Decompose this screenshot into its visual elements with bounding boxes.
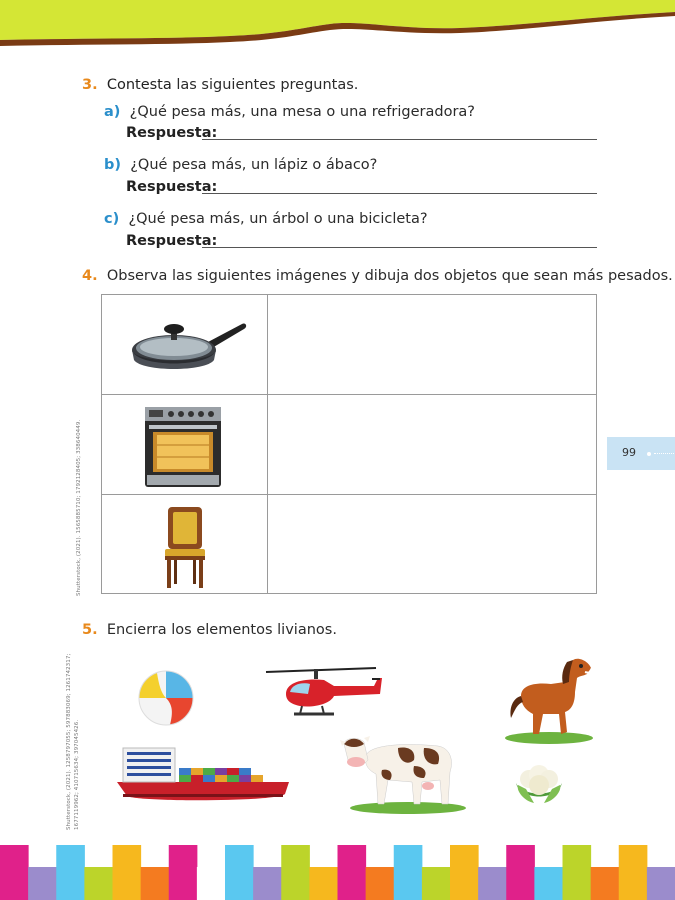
frying-pan-icon bbox=[128, 318, 248, 378]
footer-bar bbox=[309, 867, 338, 900]
question-b-text: ¿Qué pesa más, un lápiz o ábaco? bbox=[130, 157, 378, 173]
question-b-letter: b) bbox=[104, 157, 122, 173]
footer-bar bbox=[281, 845, 310, 900]
question-a bbox=[104, 103, 475, 121]
footer-bar bbox=[450, 845, 479, 900]
horse-icon[interactable] bbox=[503, 652, 599, 746]
cow-icon[interactable] bbox=[338, 730, 468, 816]
footer-bar bbox=[28, 867, 57, 900]
footer-bar bbox=[506, 845, 535, 900]
answer-c-label: Respuesta: bbox=[126, 233, 218, 249]
section3-title bbox=[82, 76, 358, 94]
footer-bar bbox=[619, 845, 648, 900]
answer-a-line[interactable] bbox=[202, 139, 597, 140]
ship-icon[interactable] bbox=[117, 744, 295, 806]
answer-b-label: Respuesta: bbox=[126, 179, 218, 195]
footer-bar bbox=[591, 867, 620, 900]
footer-bar bbox=[197, 867, 226, 900]
footer-bar bbox=[422, 867, 451, 900]
answer-c-line[interactable] bbox=[202, 247, 597, 248]
footer-bar bbox=[225, 845, 254, 900]
footer-bar bbox=[366, 867, 395, 900]
answer-b-line[interactable] bbox=[202, 193, 597, 194]
image-credit-1: Shutterstock, (2021). 1565885710; 1792128405; 338640449. bbox=[76, 419, 82, 596]
question-b bbox=[104, 156, 377, 174]
footer-color-bars bbox=[0, 845, 675, 900]
footer-bar bbox=[84, 867, 113, 900]
section5-text: los elementos livianos. bbox=[166, 622, 337, 638]
footer-bar bbox=[647, 867, 675, 900]
section5-number: 5. bbox=[82, 622, 98, 638]
cauliflower-icon[interactable] bbox=[514, 761, 564, 805]
section4-rest: dos objetos que sean más pesados. bbox=[409, 268, 673, 284]
section5-title bbox=[82, 621, 337, 639]
answer-a-label: Respuesta: bbox=[126, 125, 218, 141]
footer-bar bbox=[113, 845, 142, 900]
footer-bar bbox=[478, 867, 507, 900]
drawing-cell-2[interactable] bbox=[268, 395, 596, 493]
footer-bar bbox=[394, 845, 423, 900]
section4-title bbox=[82, 267, 673, 285]
page-number-tab bbox=[607, 437, 675, 470]
drawing-cell-1[interactable] bbox=[268, 295, 596, 393]
section3-verb: Contesta bbox=[106, 77, 172, 93]
section4-number: 4. bbox=[82, 268, 98, 284]
question-a-letter: a) bbox=[104, 104, 121, 120]
beach-ball-icon[interactable] bbox=[137, 669, 195, 727]
oven-icon bbox=[143, 405, 223, 489]
section5-verb: Encierra bbox=[106, 622, 167, 638]
chair-icon bbox=[160, 503, 210, 589]
question-c-letter: c) bbox=[104, 211, 120, 227]
helicopter-icon[interactable] bbox=[264, 664, 384, 724]
footer-bar bbox=[141, 867, 170, 900]
footer-bar bbox=[0, 845, 29, 900]
section4-verb2: dibuja bbox=[364, 268, 410, 284]
drawing-cell-3[interactable] bbox=[268, 495, 596, 593]
footer-bar bbox=[338, 845, 367, 900]
footer-bar bbox=[563, 845, 592, 900]
question-c bbox=[104, 210, 428, 228]
section3-number: 3. bbox=[82, 77, 98, 93]
footer-bar bbox=[534, 867, 563, 900]
image-credit-2a: Shutterstock, (2021). 1258797055; 597883069; 1261742317; bbox=[66, 653, 72, 830]
footer-bar bbox=[253, 867, 282, 900]
section3-text: las siguientes preguntas. bbox=[171, 77, 359, 93]
section4-mid: las siguientes imágenes y bbox=[167, 268, 365, 284]
page-number: 99 bbox=[622, 446, 636, 459]
footer-bar bbox=[169, 845, 198, 900]
question-c-text: ¿Qué pesa más, un árbol o una bicicleta? bbox=[128, 211, 428, 227]
image-credit-2b: 1677119962; 410715634; 397045426. bbox=[74, 719, 80, 830]
footer-bar bbox=[56, 845, 85, 900]
section4-verb1: Observa bbox=[106, 268, 168, 284]
question-a-text: ¿Qué pesa más, una mesa o una refrigeradora? bbox=[129, 104, 475, 120]
header-wave bbox=[0, 0, 675, 60]
